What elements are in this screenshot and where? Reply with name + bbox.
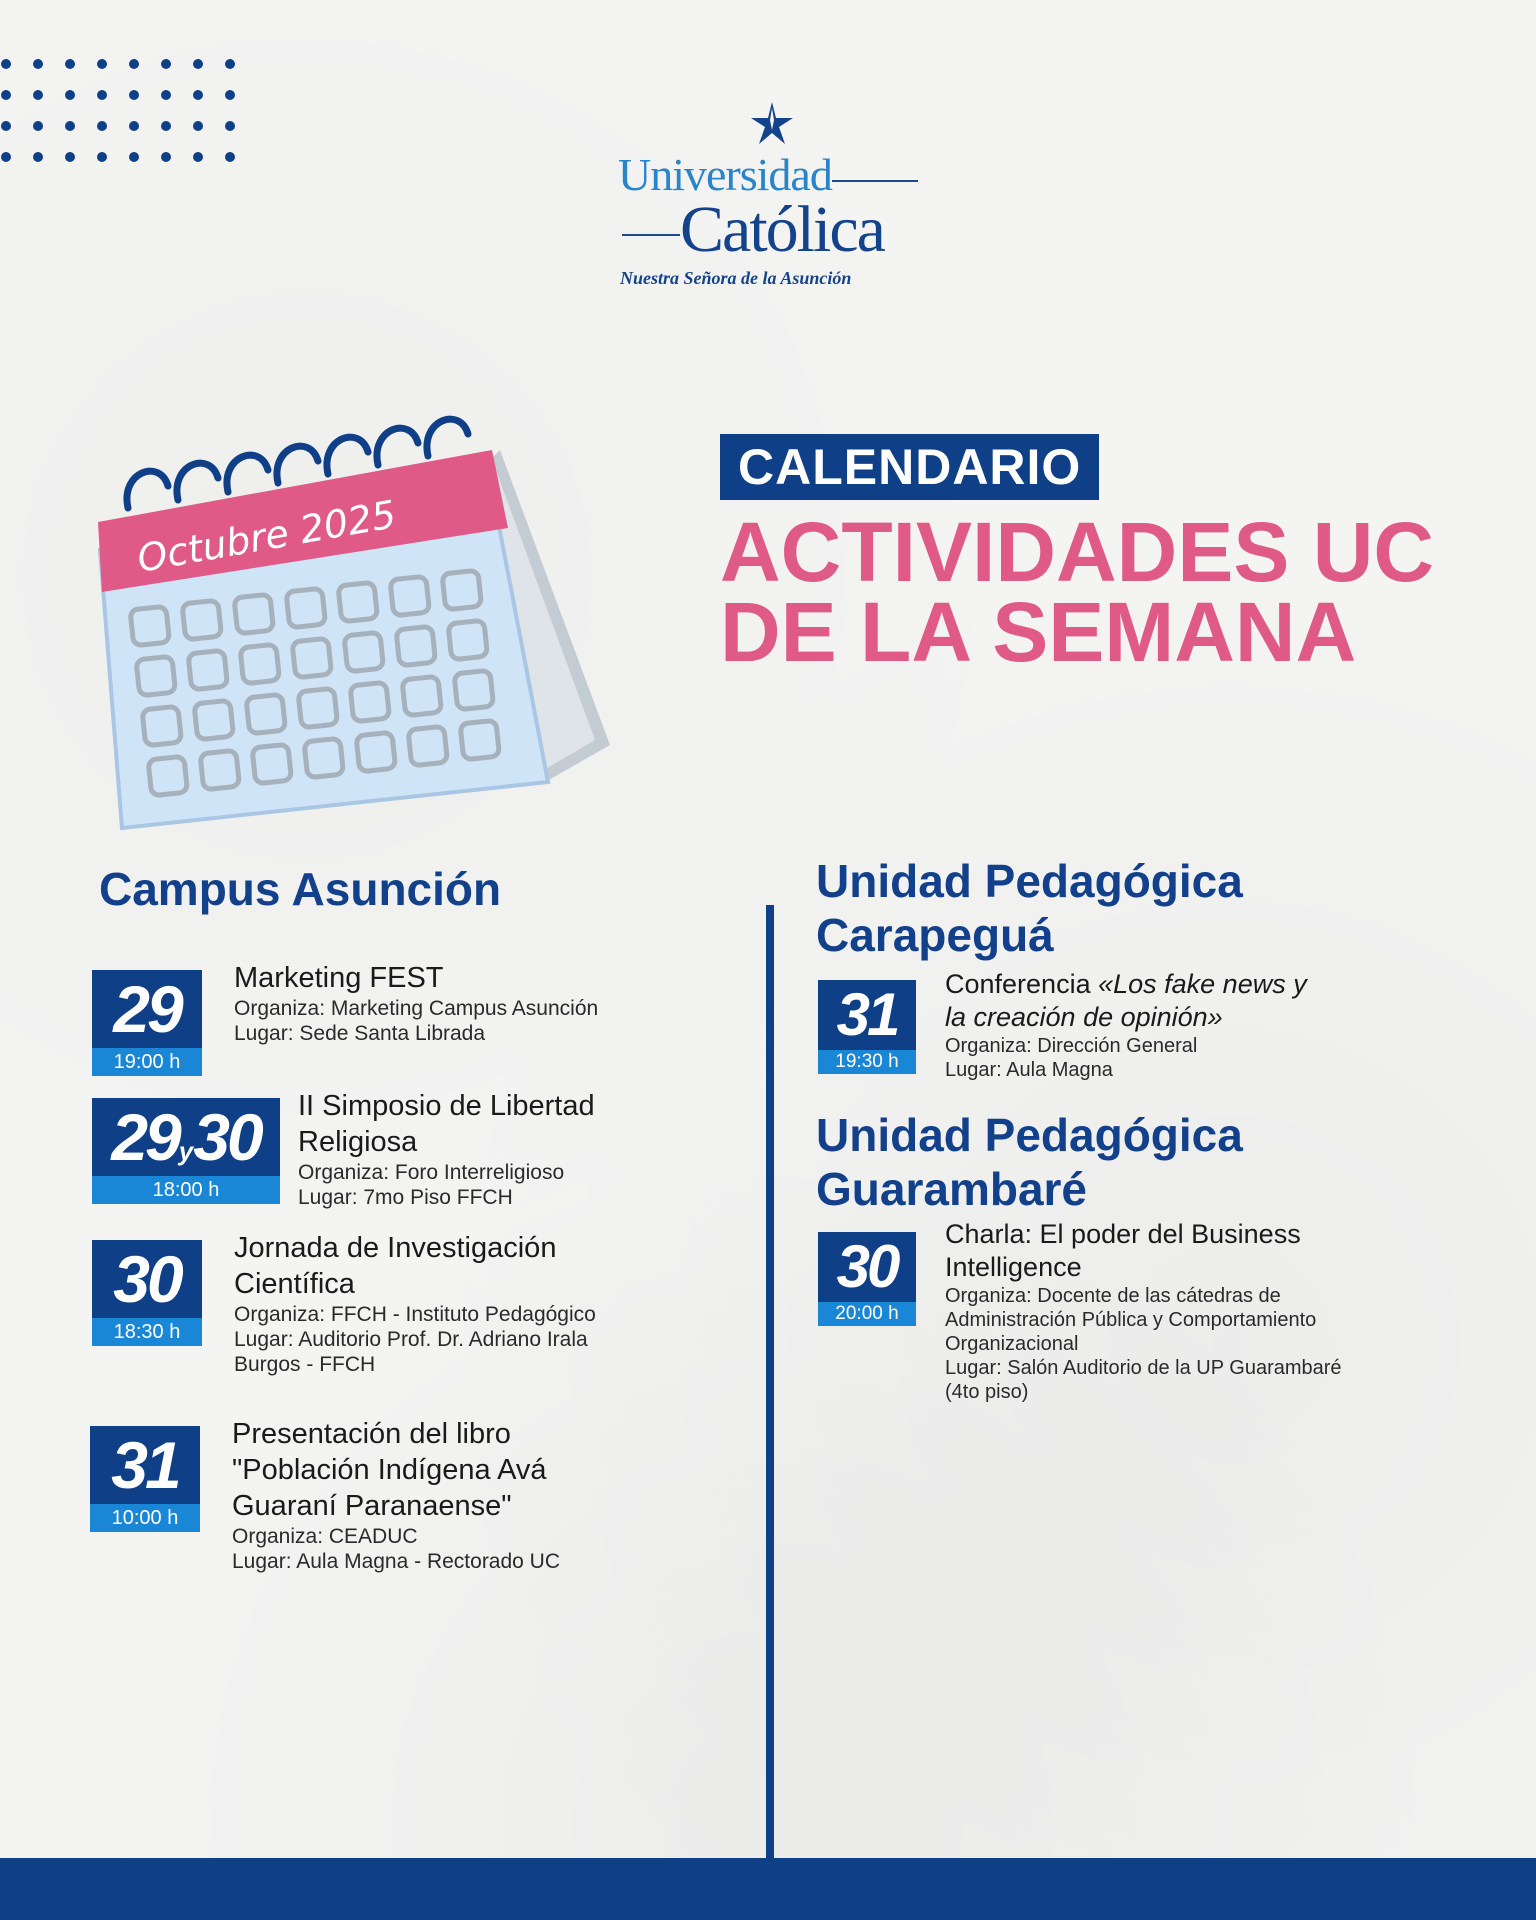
calendario-badge: CALENDARIO <box>720 434 1099 500</box>
date-time: 18:00 h <box>92 1176 280 1204</box>
date-day-separator: y <box>178 1136 194 1166</box>
event-title: Marketing FEST <box>234 962 444 994</box>
event-location: Lugar: Aula Magna <box>945 1059 1113 1081</box>
event-details <box>298 1088 738 1210</box>
headline-line-1: ACTIVIDADES UC <box>720 505 1435 599</box>
column-divider <box>766 905 774 1860</box>
date-time: 10:00 h <box>90 1504 200 1532</box>
event-detail-line: Lugar: Salón Auditorio de la UP Guarambaré <box>945 1357 1342 1379</box>
event-location: Lugar: Auditorio Prof. Dr. Adriano Irala <box>234 1328 588 1351</box>
event-organizer: Organiza: Marketing Campus Asunción <box>234 997 599 1020</box>
date-day: 30 <box>92 1240 202 1318</box>
event-title-line: II Simposio de Libertad <box>298 1090 595 1122</box>
event-organizer: Organiza: Dirección General <box>945 1035 1198 1057</box>
section-title-line: Guarambaré <box>816 1163 1088 1215</box>
logo-rule-top <box>832 180 918 182</box>
event-title-line: "Población Indígena Avá <box>232 1454 547 1486</box>
event-organizer: Organiza: Foro Interreligioso <box>298 1161 565 1184</box>
event-details <box>232 1416 712 1574</box>
date-day-end: 30 <box>193 1100 261 1174</box>
calendar-icon <box>90 410 620 840</box>
date-badge <box>90 1426 200 1532</box>
event-organizer: Organiza: FFCH - Instituto Pedagógico <box>234 1303 596 1326</box>
section-title-line: Carapeguá <box>816 909 1054 961</box>
date-time: 19:00 h <box>92 1048 202 1076</box>
event-title-line: Jornada de Investigación <box>234 1232 557 1264</box>
event-organizer: Organiza: CEADUC <box>232 1525 418 1548</box>
event-location: Lugar: 7mo Piso FFCH <box>298 1186 513 1209</box>
logo-rule-bottom <box>622 234 680 236</box>
event-title-line: Presentación del libro <box>232 1418 511 1450</box>
date-day-start: 29 <box>111 1100 179 1174</box>
date-badge <box>92 970 202 1076</box>
event-detail-line: Organiza: Docente de las cátedras de <box>945 1285 1281 1307</box>
event-title-italic: «Los fake news y <box>1098 969 1307 999</box>
section-title-up-carapegua <box>816 854 1243 962</box>
event-title-line: Charla: El poder del Business <box>945 1219 1301 1249</box>
event-title-line <box>945 1001 1425 1034</box>
event-title-line: Científica <box>234 1268 355 1300</box>
university-logo <box>612 100 932 290</box>
date-time: 20:00 h <box>818 1302 916 1326</box>
date-day: 29 <box>92 970 202 1048</box>
event-detail-line: Administración Pública y Comportamiento <box>945 1309 1317 1331</box>
date-badge <box>92 1240 202 1346</box>
event-title-line <box>945 968 1425 1001</box>
date-badge <box>818 1232 916 1326</box>
date-day: 30 <box>818 1232 916 1302</box>
date-day-range <box>92 1098 280 1176</box>
event-details <box>234 960 714 1046</box>
calendar-label: Octubre 2025 <box>133 492 400 581</box>
section-title-up-guarambare <box>816 1108 1243 1216</box>
star-icon <box>749 100 795 146</box>
event-location-cont: Burgos - FFCH <box>234 1353 376 1376</box>
event-details <box>234 1230 714 1377</box>
event-location: Lugar: Aula Magna - Rectorado UC <box>232 1550 561 1573</box>
date-badge <box>92 1098 280 1204</box>
event-detail-line: (4to piso) <box>945 1381 1029 1403</box>
section-title-line: Unidad Pedagógica <box>816 1109 1243 1161</box>
date-day: 31 <box>818 980 916 1050</box>
section-title-campus-asuncion: Campus Asunción <box>99 863 502 915</box>
event-title-italic: la creación de opinión» <box>945 1002 1223 1032</box>
event-title-prefix: Conferencia <box>945 969 1099 999</box>
logo-text-universidad: Universidad <box>618 149 832 200</box>
event-location: Lugar: Sede Santa Librada <box>234 1022 486 1045</box>
dot-grid-decoration <box>0 58 250 168</box>
date-badge <box>818 980 916 1074</box>
headline-line-2: DE LA SEMANA <box>720 585 1357 679</box>
event-title-line: Religiosa <box>298 1126 418 1158</box>
footer-bar <box>0 1858 1536 1920</box>
date-time: 18:30 h <box>92 1318 202 1346</box>
date-day: 31 <box>90 1426 200 1504</box>
logo-text-catolica: Católica <box>680 193 884 266</box>
date-time: 19:30 h <box>818 1050 916 1074</box>
event-title-line: Intelligence <box>945 1252 1082 1282</box>
section-title-line: Unidad Pedagógica <box>816 855 1243 907</box>
event-detail-line: Organizacional <box>945 1333 1079 1355</box>
page-title <box>720 505 1520 679</box>
event-details <box>945 968 1425 1082</box>
event-title-line: Guaraní Paranaense" <box>232 1490 512 1522</box>
event-details <box>945 1218 1445 1404</box>
logo-tagline: Nuestra Señora de la Asunción <box>620 268 852 288</box>
